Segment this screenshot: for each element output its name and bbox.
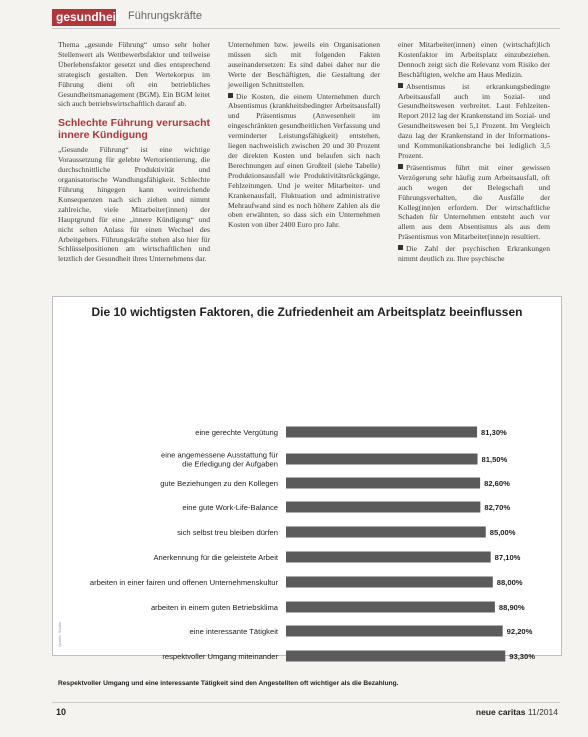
bullet-square-icon (398, 83, 403, 88)
source-credit: Quelle: Studie (57, 621, 62, 647)
value-label: 81,50% (481, 455, 508, 464)
bar (286, 626, 503, 637)
category-label: gute Beziehungen zu den Kollegen (160, 479, 278, 488)
bar (286, 527, 486, 538)
bullet-square-icon (228, 93, 233, 98)
value-label: 81,30% (481, 428, 507, 437)
bar (286, 427, 477, 438)
header-divider (52, 28, 560, 29)
text-column-3 (398, 40, 550, 266)
bar (286, 602, 495, 613)
magazine-name (476, 707, 558, 717)
footer-divider (52, 702, 560, 703)
bar (286, 552, 491, 563)
magazine-issue: 11/2014 (527, 707, 558, 717)
section-title: Führungskräfte (128, 10, 202, 22)
subheading: Schlechte Führung verursacht innere Kündigung (58, 117, 210, 142)
value-label: 85,00% (489, 528, 516, 537)
category-label: die Erledigung der Aufgaben (182, 459, 278, 469)
bullet-text: Präsentismus führt mit einer gewissen Verzögerung sehr häufig zum Arbeitsausfall, oft auch wegen der Belegschaft und Führungsverhalten, die Ausfälle der Kolleg(inn)en erfordern. Der wirtschaftliche Schaden für Unternehmen entsteht auch vor allem aus dem Absentismus als aus dem Präsentismus von Mitarbeiter(inne)n resultiert. (398, 162, 550, 242)
category-label: eine gerechte Vergütung (195, 428, 278, 437)
paragraph: Thema „gesunde Führung“ umso sehr hoher Stellenwert als Wettbewerbsfaktor und teilweise Überlebensfaktor gesetzt und dies entsprechend strategisch gestalten. Den Wertekorpus im Führung dient oft ein betriebliches Gesundheitsmanagement (BGM). Ein BGM leitet sich auch betriebswirtschaftlich darauf ab. (58, 40, 210, 109)
category-label: Anerkennung für die geleistete Arbeit (153, 553, 278, 562)
category-label: arbeiten in einem guten Betriebsklima (150, 603, 278, 612)
bar (286, 577, 493, 588)
text-column-2 (228, 40, 380, 232)
bar-chart (53, 297, 561, 661)
bullet-text: Absentismus ist erkrankungsbedingte Arbeitsausfall auch im Sozial- und Gesundheitswesen verbreitet. Laut Fehlzeiten-Report 2012 lag der Krankenstand im Sozial- und Gesundheitswesen bei 5,1 Prozent. Im Vergleich dazu lag der Krankenstand in der Informations- und Kommunikationsbranche bei lediglich 3,5 Prozent. (398, 81, 550, 160)
category-label: sich selbst treu bleiben dürfen (177, 528, 278, 537)
bullet-square-icon (398, 245, 403, 250)
value-label: 82,70% (484, 503, 511, 512)
bar (286, 651, 505, 662)
category-label: eine interessante Tätigkeit (189, 627, 278, 636)
bullet-paragraph (398, 82, 550, 161)
bullet-text: Die Kosten, die einem Unternehmen durch Absentismus (krankheitsbedingter Arbeitsausfall) und Präsentismus (Anwesenheit im eingeschränkten gesundheitlichen Verfassung und verminderter Leistungsfähigkeit) entstehen, liegen nachweislich zwischen 20 und 30 Prozent der direkten Kosten und belaufen sich nach Berechnungen auf einen Großteil (siehe Tabelle) Produktionsausfall wie Produktivitätsrückgänge, Fehlzeitungen. Und je weiter Mitarbeiter- und Krankenausfall, Fluktuation und administrative Mehraufwand sind es noch höhere Zahlen als die oben erwähnten, so dass sich ein Unternehmen Kosten von über 2400 Euro pro Jahr. (228, 91, 380, 230)
value-label: 93,30% (509, 652, 536, 661)
category-label: arbeiten in einer fairen und offenen Unternehmenskultur (89, 578, 278, 587)
chart-caption: Respektvoller Umgang und eine interessante Tätigkeit sind den Angestellten oft wichtiger als die Bezahlung. (58, 680, 399, 687)
category-label: eine gute Work-Life-Balance (182, 503, 278, 512)
magazine-title: neue caritas (475, 707, 526, 717)
chart-title: Die 10 wichtigsten Faktoren, die Zufriedenheit am Arbeitsplatz beeinflussen (91, 305, 523, 319)
value-label: 82,60% (484, 479, 510, 488)
category-label: eine angemessene Ausstattung für (161, 450, 278, 460)
page-number: 10 (56, 707, 67, 717)
value-label: 87,10% (494, 553, 521, 562)
bullet-paragraph (228, 92, 380, 231)
bar (286, 502, 480, 513)
paragraph: einer Mitarbeiter(innen) einen (wirtschaft)lich Kostenfaktor im Arbeitsplatz einzubeziehen. Dennoch zeigt sich die Relevanz vom Risiko der Beschäftigten, welche am Haus Medizin. (398, 40, 550, 79)
value-label: 92,20% (506, 627, 533, 636)
section-tag: gesundheit (52, 9, 116, 26)
bullet-paragraph (398, 163, 550, 242)
text-column-1 (58, 40, 210, 266)
bar (286, 454, 478, 465)
chart-box (52, 296, 562, 661)
bullet-paragraph (398, 244, 550, 264)
value-label: 88,00% (496, 578, 523, 587)
bullet-text: Die Zahl der psychischen Erkrankungen nimmt deutlich zu. Ihre psychische (398, 244, 550, 264)
paragraph: „Gesunde Führung“ ist eine wichtige Voraussetzung für gelebte Wertorientierung, die durchschnittliche Produktivität und organisatorische Wandlungsfähigkeit. Schlechte Führung hingegen kann weitreichende Konsequenzen nach sich ziehen und nimmt zahlreiche, viele Mitarbeiter(innen) der Hauptgrund für eine „innere Kündigung“ und nicht selten Anlass für einen Wechsel des Arbeitgebers. Führungskräfte stehen also hier für Schlüsselpositionen am wirtschaftlichen und letztlich der Gesundheit ihres Unternehmens dar. (58, 145, 210, 264)
paragraph: Unternehmen bzw. jeweils ein Organisationen müssen sich mit folgenden Fakten auseinandersetzen: Es sind dabei daher nur die Werte der Beschäftigten, die Gestaltung der jeweiligen Schnittstellen. (228, 40, 380, 89)
category-label: respektvoller Umgang miteinander (162, 652, 278, 661)
value-label: 88,90% (498, 603, 525, 612)
bar (286, 478, 480, 489)
bullet-square-icon (398, 164, 403, 169)
